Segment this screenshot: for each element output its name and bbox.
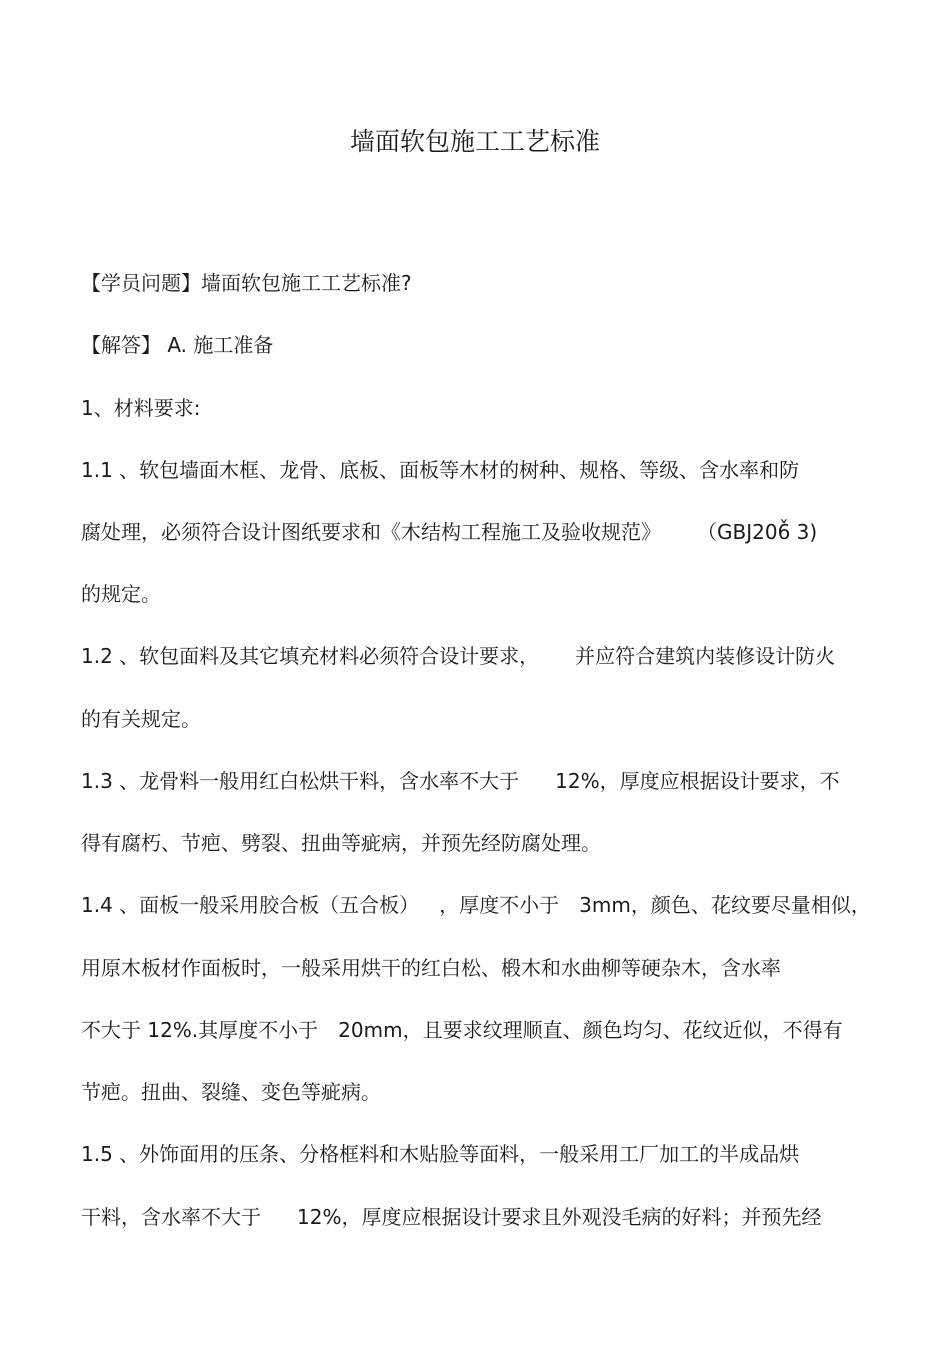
item-1-2-line-1-tail: 并应符合建筑内装修设计防火 bbox=[575, 644, 836, 668]
item-1-2-line-1-text: 1.2 、软包面料及其它填充材料必须符合设计要求， bbox=[81, 644, 540, 668]
answer-heading: 【解答】 A. 施工准备 bbox=[81, 333, 274, 357]
item-1-1-line-1: 1.1 、软包墙面木框、龙骨、底板、面板等木材的树种、规格、等级、含水率和防 bbox=[81, 458, 800, 482]
item-1-2-line-1 bbox=[81, 641, 835, 671]
item-1-4-line-1-text: 1.4 、面板一般采用胶合板（五合板） bbox=[81, 893, 420, 917]
item-1-4-line-3-text: 不大于 12%.其厚度不小于 bbox=[81, 1018, 319, 1042]
item-1-4-line-1 bbox=[81, 890, 871, 920]
item-1-5-line-2-text: 干料，含水率不大于 bbox=[81, 1205, 261, 1229]
item-1-1-line-3: 的规定。 bbox=[81, 582, 161, 606]
item-1-5-line-1: 1.5 、外饰面用的压条、分格框料和木贴脸等面料，一般采用工厂加工的半成品烘 bbox=[81, 1142, 800, 1166]
item-1-1-line-2-text: 腐处理，必须符合设计图纸要求和《木结构工程施工及验收规范》 bbox=[81, 520, 661, 544]
question-line: 【学员问题】墙面软包施工工艺标准? bbox=[81, 271, 412, 295]
item-1-4-line-1-tail: 3mm，颜色、花纹要尽量相似， bbox=[579, 893, 871, 917]
item-1-4-line-3-tail: 20mm，且要求纹理顺直、颜色均匀、花纹近似，不得有 bbox=[338, 1018, 843, 1042]
item-1-3-line-1 bbox=[81, 766, 840, 796]
item-1-4-line-1-mid: ，厚度不小于 bbox=[439, 893, 560, 917]
item-1-4-line-4: 节疤。扭曲、裂缝、变色等疵病。 bbox=[81, 1080, 381, 1104]
item-1-4-line-3 bbox=[81, 1015, 843, 1045]
item-1-4-line-2: 用原木板材作面板时，一般采用烘干的红白松、椴木和水曲柳等硬杂木，含水率 bbox=[81, 956, 781, 980]
section-1-heading: 1、材料要求: bbox=[81, 396, 201, 420]
item-1-5-line-2-tail: 12%，厚度应根据设计要求且外观没毛病的好料；并预先经 bbox=[297, 1205, 822, 1229]
item-1-1-line-2 bbox=[81, 517, 817, 547]
item-1-3-line-2: 得有腐朽、节疤、劈裂、扭曲等疵病，并预先经防腐处理。 bbox=[81, 831, 601, 855]
document-title: 墙面软包施工工艺标准 bbox=[349, 127, 600, 156]
item-1-3-line-1-tail: 12%，厚度应根据设计要求，不 bbox=[555, 769, 840, 793]
item-1-5-line-2 bbox=[81, 1202, 821, 1232]
item-1-1-standard-code: （GBJ206̌ 3) bbox=[697, 520, 818, 544]
item-1-3-line-1-text: 1.3 、龙骨料一般用红白松烘干料，含水率不大于 bbox=[81, 769, 520, 793]
item-1-2-line-2: 的有关规定。 bbox=[81, 707, 201, 731]
